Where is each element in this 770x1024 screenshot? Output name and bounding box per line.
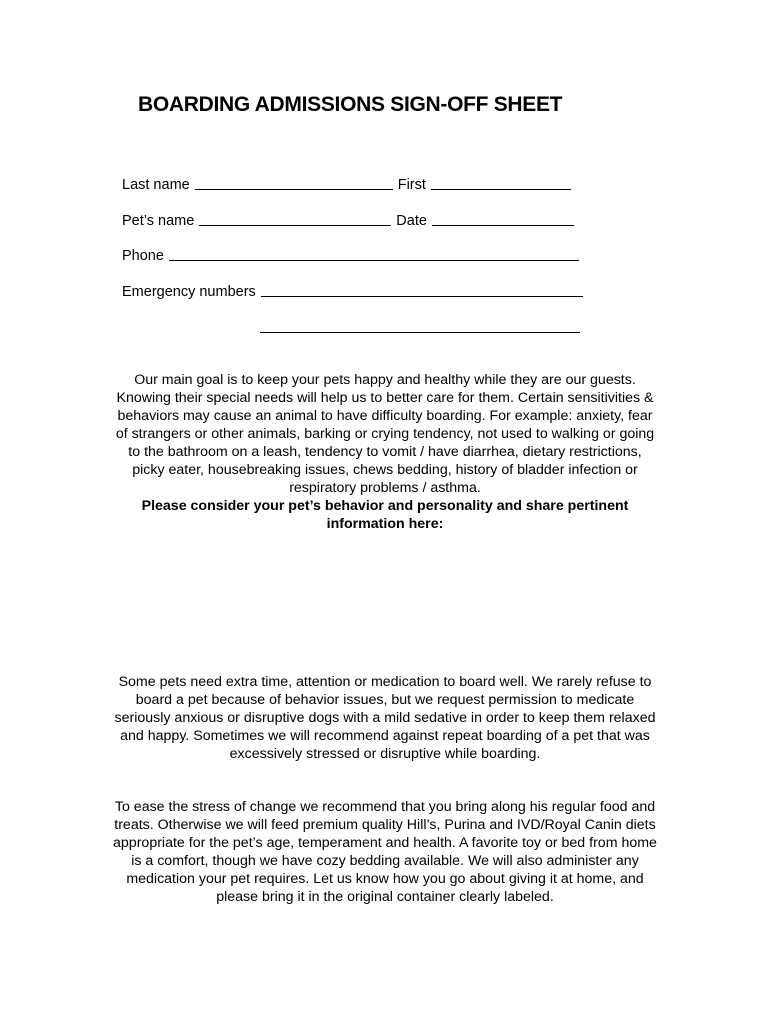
phone-label: Phone — [122, 248, 164, 264]
emergency-row — [122, 281, 588, 300]
goal-bold-prompt: Please consider your pet’s behavior and personality and share pertinent information here: — [141, 498, 629, 532]
medication-text: Some pets need extra time, attention or medication to board well. We rarely refuse to board a pet because of behavior issues, but we request permission to medicate seriously anxious or disruptive dogs with a mild sedative in order to keep them relaxed and happy. Sometimes we will recommend against repeat boarding of a pet that was excessively stressed or disruptive while boarding. — [114, 674, 656, 762]
emergency-label: Emergency numbers — [122, 284, 256, 300]
medication-paragraph — [112, 673, 658, 763]
food-text: To ease the stress of change we recommend that you bring along his regular food and treats. Otherwise we will feed premium quality Hill’s, Purina and IVD/Royal Canin diets appropriate for the pet’s age, temperament and health. A favorite toy or bed from home is a comfort, though we have cozy bedding available. We will also administer any medication your pet requires. Let us know how you go about giving it at home, and please bring it in the original container clearly labeled. — [113, 799, 657, 905]
pets-name-label: Pet’s name — [122, 213, 195, 229]
document-title: BOARDING ADMISSIONS SIGN-OFF SHEET — [138, 93, 563, 116]
first-name-field[interactable] — [431, 175, 571, 190]
phone-row — [122, 245, 584, 264]
phone-field[interactable] — [169, 246, 579, 261]
last-name-field[interactable] — [195, 175, 393, 190]
date-label: Date — [396, 213, 427, 229]
date-field[interactable] — [432, 211, 574, 226]
goal-text: Our main goal is to keep your pets happy and healthy while they are our guests. Knowing their special needs will help us to better care for them. Certain sensitivities & behaviors may cause an animal to have difficulty boarding. For example: anxiety, fear of strangers or other animals, barking or crying tendency, not used to walking or going to the bathroom on a leash, tendency to vomit / have diarrhea, dietary restrictions, picky eater, housebreaking issues, chews bedding, history of bladder infection or respiratory problems / asthma. — [115, 372, 655, 496]
pet-row — [122, 210, 579, 229]
name-row — [122, 174, 576, 193]
emergency-field-2[interactable] — [260, 331, 580, 333]
last-name-label: Last name — [122, 177, 190, 193]
first-name-label: First — [397, 177, 426, 193]
pets-name-field[interactable] — [199, 211, 391, 226]
pet-behavior-response-area[interactable] — [112, 540, 658, 660]
food-paragraph — [112, 798, 658, 906]
goal-paragraph — [112, 371, 658, 533]
emergency-field-1[interactable] — [261, 282, 583, 297]
